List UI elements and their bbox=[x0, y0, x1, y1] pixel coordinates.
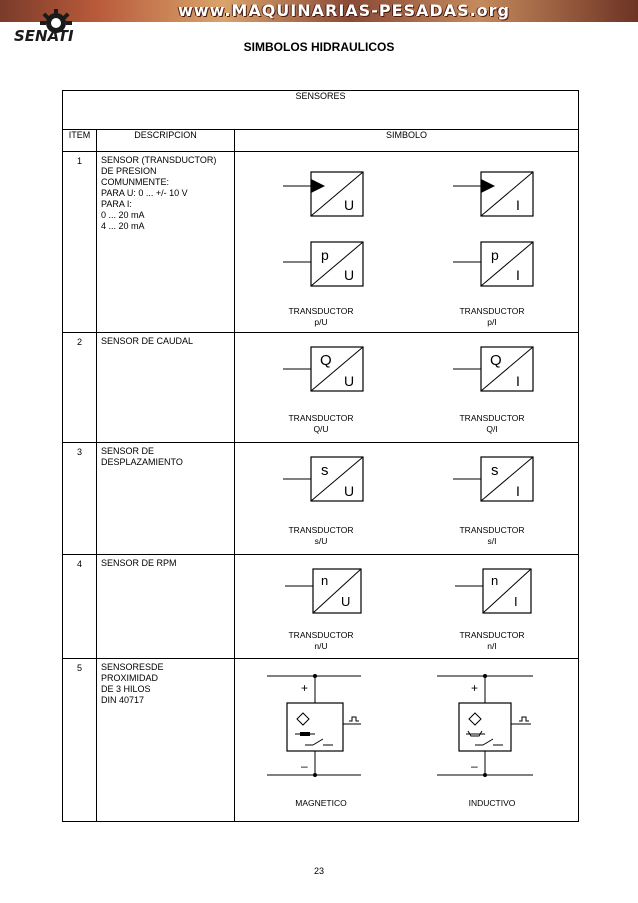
transducer-su-symbol bbox=[283, 457, 363, 501]
transducer-pi-letter-symbol bbox=[453, 242, 533, 286]
caption-line: TRANSDUCTOR bbox=[459, 306, 525, 316]
symbol-caption bbox=[437, 306, 547, 328]
caption-line: TRANSDUCTOR bbox=[288, 630, 354, 640]
caption-line: TRANSDUCTOR bbox=[459, 630, 525, 640]
caption-line: s/U bbox=[314, 536, 328, 546]
description-cell bbox=[97, 659, 235, 822]
description-cell bbox=[97, 152, 235, 333]
transducer-nu-symbol bbox=[285, 569, 361, 613]
description-cell bbox=[97, 555, 235, 659]
symbol-letter-bottom: U bbox=[344, 267, 355, 283]
description-line: DE 3 HILOS bbox=[101, 684, 151, 694]
symbol-letter-top: s bbox=[491, 462, 499, 479]
table-row bbox=[63, 555, 579, 659]
caption-line: INDUCTIVO bbox=[468, 798, 516, 808]
description-line: DIN 40717 bbox=[101, 695, 145, 705]
caption-line: TRANSDUCTOR bbox=[288, 525, 354, 535]
symbol-letter-bottom: I bbox=[514, 594, 518, 609]
description-line: SENSORESDE bbox=[101, 662, 164, 672]
symbol-letter-bottom: U bbox=[341, 594, 351, 609]
transducer-pi-arrow-symbol bbox=[453, 172, 533, 216]
caption-line: Q/I bbox=[486, 424, 498, 434]
caption-line: TRANSDUCTOR bbox=[459, 525, 525, 535]
plus-sign: + bbox=[301, 681, 309, 695]
caption-line: TRANSDUCTOR bbox=[288, 306, 354, 316]
proximity-sensor-symbols bbox=[235, 659, 579, 817]
item-number: 2 bbox=[63, 333, 97, 443]
transducer-pu-arrow-symbol bbox=[283, 172, 363, 216]
description-line: PARA I: bbox=[101, 199, 132, 209]
symbol-letter-top: n bbox=[321, 573, 329, 588]
description-line: DE PRESION bbox=[101, 166, 157, 176]
symbol-letter-bottom: I bbox=[516, 373, 520, 389]
symbol-caption bbox=[437, 525, 547, 547]
symbol-letter-top: Q bbox=[320, 352, 332, 369]
description-line: SENSOR DE CAUDAL bbox=[101, 336, 194, 346]
page-number: 23 bbox=[313, 866, 324, 876]
symbol-caption bbox=[266, 413, 376, 435]
symbol-letter-bottom: I bbox=[516, 197, 520, 213]
transducer-pu-letter-symbol bbox=[283, 242, 363, 286]
table-row bbox=[63, 443, 579, 555]
sensor-symbol-table bbox=[62, 90, 579, 822]
pressure-transducer-symbols bbox=[235, 152, 579, 328]
symbol-cell bbox=[235, 152, 579, 333]
logo-text: SENATI bbox=[14, 27, 74, 45]
column-header-symbol: SIMBOLO bbox=[235, 130, 579, 152]
transducer-qu-symbol bbox=[283, 347, 363, 391]
transducer-si-symbol bbox=[453, 457, 533, 501]
description-cell bbox=[97, 333, 235, 443]
symbol-cell bbox=[235, 443, 579, 555]
table-row bbox=[63, 152, 579, 333]
caption-line: MAGNETICO bbox=[295, 798, 347, 808]
transducer-ni-symbol bbox=[455, 569, 531, 613]
symbol-letter-top: Q bbox=[490, 352, 502, 369]
minus-sign: – bbox=[301, 759, 308, 773]
symbol-caption bbox=[266, 306, 376, 328]
description-line: SENSOR (TRANSDUCTOR) bbox=[101, 155, 217, 165]
symbol-letter-top: p bbox=[321, 247, 329, 263]
caption-line: TRANSDUCTOR bbox=[288, 413, 354, 423]
caption-line: p/U bbox=[314, 317, 328, 327]
description-cell bbox=[97, 443, 235, 555]
description-line: 4 ... 20 mA bbox=[101, 221, 145, 231]
column-header-description: DESCRIPCION bbox=[97, 130, 235, 152]
description-line: 0 ... 20 mA bbox=[101, 210, 145, 220]
description-line: DESPLAZAMIENTO bbox=[101, 457, 183, 467]
transducer-qi-symbol bbox=[453, 347, 533, 391]
plus-sign: + bbox=[471, 681, 479, 695]
caption-line: TRANSDUCTOR bbox=[459, 413, 525, 423]
inductive-proximity-sensor-symbol bbox=[437, 674, 533, 777]
caption-line: s/I bbox=[487, 536, 497, 546]
symbol-letter-bottom: U bbox=[344, 373, 355, 389]
table-header: SENSORES bbox=[63, 91, 579, 130]
symbol-caption bbox=[437, 798, 547, 809]
minus-sign: – bbox=[471, 759, 478, 773]
symbol-caption bbox=[266, 525, 376, 547]
symbol-letter-bottom: U bbox=[344, 483, 355, 499]
table-row bbox=[63, 659, 579, 822]
symbol-caption bbox=[266, 798, 376, 809]
item-number: 4 bbox=[63, 555, 97, 659]
caption-line: n/I bbox=[487, 641, 497, 651]
description-line: SENSOR DE bbox=[101, 446, 155, 456]
site-banner-text: www.MAQUINARIAS-PESADAS.org bbox=[178, 1, 511, 20]
symbol-letter-top: n bbox=[491, 573, 499, 588]
symbol-caption bbox=[266, 630, 376, 652]
column-header-item: ITEM bbox=[63, 130, 97, 152]
symbol-letter-bottom: I bbox=[516, 483, 520, 499]
item-number: 5 bbox=[63, 659, 97, 822]
symbol-cell bbox=[235, 333, 579, 443]
description-line: PARA U: 0 ... +/- 10 V bbox=[101, 188, 188, 198]
symbol-cell bbox=[235, 555, 579, 659]
caption-line: n/U bbox=[314, 641, 328, 651]
caption-line: p/I bbox=[487, 317, 497, 327]
symbol-letter-top: s bbox=[321, 462, 329, 479]
description-line: COMUNMENTE: bbox=[101, 177, 169, 187]
symbol-letter-bottom: U bbox=[344, 197, 355, 213]
table-row bbox=[63, 333, 579, 443]
symbol-caption bbox=[437, 630, 547, 652]
description-line: SENSOR DE RPM bbox=[101, 558, 177, 568]
magnetic-proximity-sensor-symbol bbox=[267, 674, 361, 777]
caption-line: Q/U bbox=[313, 424, 329, 434]
description-line: PROXIMIDAD bbox=[101, 673, 159, 683]
item-number: 3 bbox=[63, 443, 97, 555]
symbol-letter-top: p bbox=[491, 247, 499, 263]
symbol-letter-bottom: I bbox=[516, 267, 520, 283]
symbol-caption bbox=[437, 413, 547, 435]
item-number: 1 bbox=[63, 152, 97, 333]
page-title: SIMBOLOS HIDRAULICOS bbox=[243, 40, 395, 54]
symbol-cell bbox=[235, 659, 579, 822]
